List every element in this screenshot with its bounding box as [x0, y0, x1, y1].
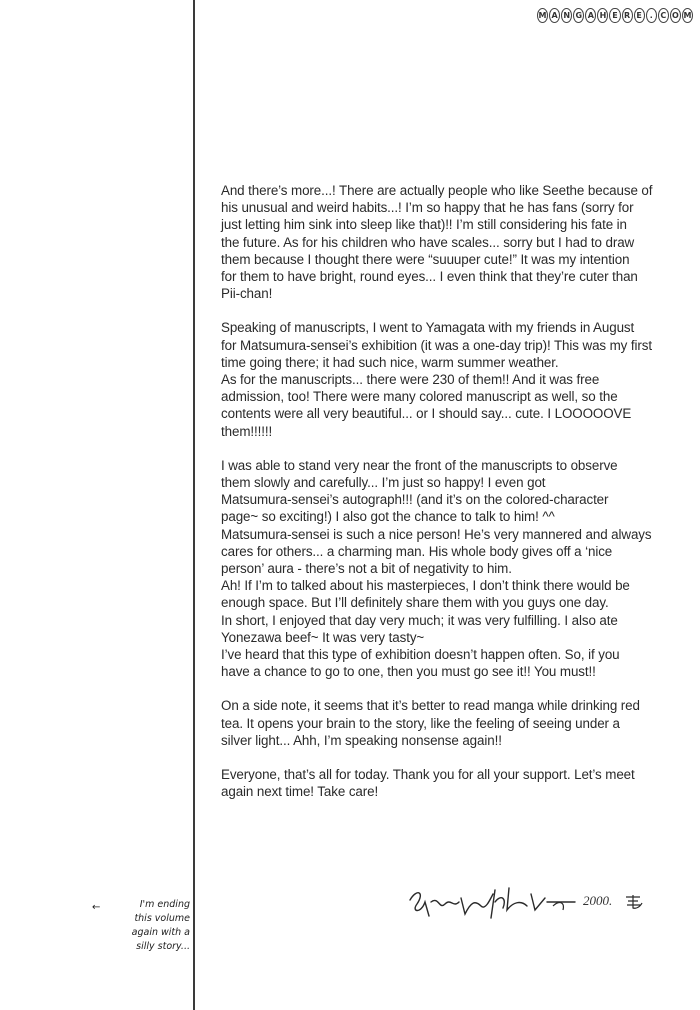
watermark-letter: M [682, 8, 693, 23]
signature-date: 2000. [583, 893, 613, 908]
letter-paragraph: And there’s more...! There are actually people who like Seethe because of his unusual and weird habits...! I’m so happy that he has fans (sorry for just letting him sink into sleep like that)!! I’m still considering his fate in the future. As for his children who have scales... sorry but I had to draw them because I thought there were “suuuper cute!” It was my intention for them to have bright, round eyes... I even think that they’re cuter than Pii-chan! [221, 183, 653, 302]
watermark-letter: A [585, 8, 596, 23]
afterword-letter [221, 182, 681, 818]
site-watermark-logo [537, 8, 693, 24]
signature-seal-mark [624, 894, 644, 910]
watermark-letter: E [634, 8, 645, 23]
handwritten-side-note: I'm ending this volume again with a silly story... [131, 899, 190, 952]
watermark-letter: M [537, 8, 548, 23]
left-arrow-icon: ← [92, 902, 101, 913]
letter-paragraph: I was able to stand very near the front of the manuscripts to observe them slowly and carefully... I’m just so happy! I even got Matsumura-sensei’s autograph!!! (and it’s on the colored-character page~ so exciting!) I also got the chance to talk to him! ^^ Matsumura-sensei is such a nice person! He’s very mannered and always cares for others... a charming man. His whole body gives off a ‘nice person’ aura - there’s not a bit of negativity to him. Ah! If I’m to talked about his masterpieces, I don’t think there would be enough space. But I’ll definitely share them with you guys one day. In short, I enjoyed that day very much; it was very fulfilling. I also ate Yonezawa beef~ It was very tasty~ I’ve heard that this type of exhibition doesn’t happen often. So, if you have a chance to go to one, then you must go see it!! You must!! [221, 457, 652, 680]
watermark-letter: E [609, 8, 620, 23]
letter-paragraph: Everyone, that’s all for today. Thank you for all your support. Let’s meet again next time! Take care! [221, 767, 635, 800]
watermark-letter: H [597, 8, 608, 23]
watermark-letter: A [549, 8, 560, 23]
margin-divider-line [193, 0, 195, 1010]
watermark-letter: R [622, 8, 633, 23]
watermark-letter: N [561, 8, 572, 23]
watermark-letter: . [646, 8, 657, 23]
watermark-letter: O [670, 8, 681, 23]
letter-paragraph: On a side note, it seems that it’s better to read manga while drinking red tea. It opens your brain to the story, like the feeling of seeing under a silver light... Ahh, I’m speaking nonsense again!! [221, 698, 640, 748]
watermark-letter: G [573, 8, 584, 23]
letter-paragraph: Speaking of manuscripts, I went to Yamagata with my friends in August for Matsumura-sensei’s exhibition (it was a one-day trip)! This was my first time going there; it had such nice, warm summer weather. As for the manuscripts... there were 230 of them!! And it was free admission, too! There were many colored manuscript as well, so the contents were all very beautiful... or I should say... cute. I LOOOOOVE them!!!!!! [221, 320, 652, 439]
watermark-letter: C [658, 8, 669, 23]
